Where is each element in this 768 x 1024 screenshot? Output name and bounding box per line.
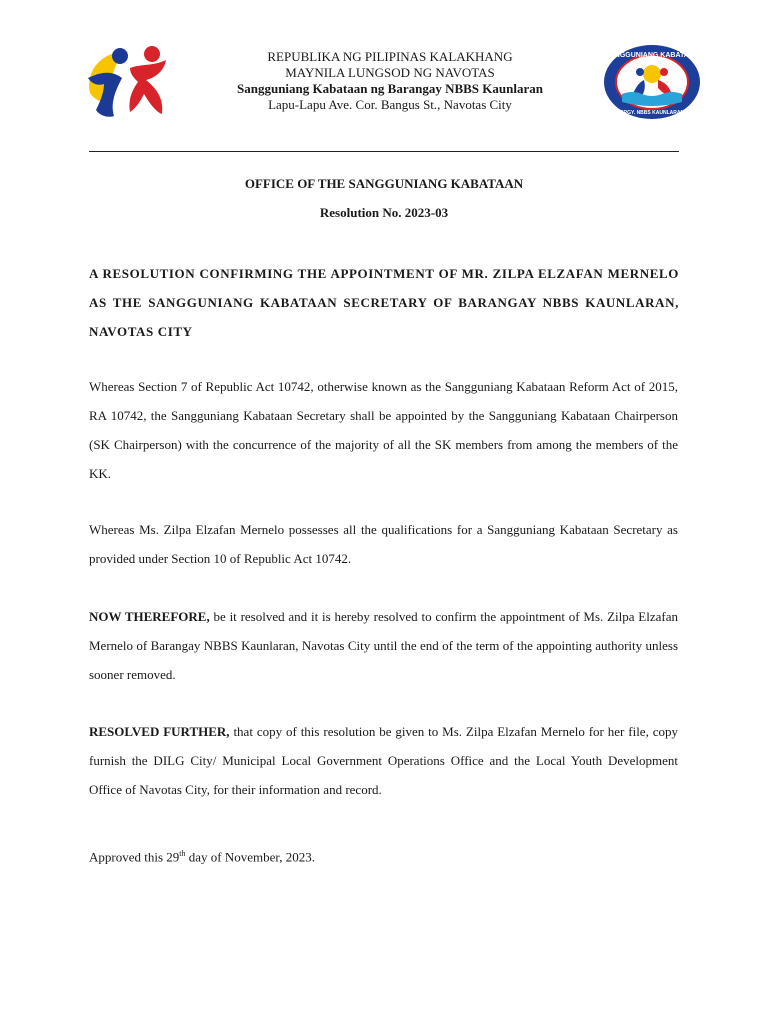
letterhead xyxy=(190,49,590,113)
approved-ordinal: th xyxy=(179,849,186,858)
resolution-number: Resolution No. 2023-03 xyxy=(319,205,449,220)
resolution-title: A RESOLUTION CONFIRMING THE APPOINTMENT OF MR. ZILPA ELZAFAN MERNELO AS THE SANGGUNIANG KABATAAN SECRETARY OF BARANGAY NBBS KAUNLARAN, NAVOTAS CITY xyxy=(89,266,679,339)
approved-prefix: Approved this 29 xyxy=(89,849,180,865)
header-divider xyxy=(89,151,679,152)
office-title: OFFICE OF THE SANGGUNIANG KABATAAN xyxy=(244,176,524,191)
letterhead-line-1: REPUBLIKA NG PILIPINAS KALAKHANG xyxy=(267,49,513,64)
paragraph-resolved-further xyxy=(89,717,678,804)
paragraph-now-therefore xyxy=(89,602,678,689)
now-therefore-lead: NOW THEREFORE, xyxy=(89,609,210,624)
paragraph-whereas-1: Whereas Section 7 of Republic Act 10742, otherwise known as the Sangguniang Kabataan Reform Act of 2015, RA 10742, the Sangguniang Kabataan Secretary shall be appointed by the Sangguniang Kabataan Chairperson (SK Chairperson) with the concurrence of the majority of all the SK members from among the members of the KK. xyxy=(89,379,678,481)
approved-rest: day of November, 2023. xyxy=(185,849,315,865)
letterhead-line-3: Sangguniang Kabataan ng Barangay NBBS Kaunlaran xyxy=(237,81,543,96)
now-therefore-text: be it resolved and it is hereby resolved to confirm the appointment of Ms. Zilpa Elzafan Mernelo of Barangay NBBS Kaunlaran, Navotas City until the end of the term of the appointing authority unless sooner removed. xyxy=(89,609,678,682)
resolved-further-text: that copy of this resolution be given to Ms. Zilpa Elzafan Mernelo for her file, copy furnish the DILG City/ Municipal Local Government Operations Office and the Local Youth Development Office of Navotas City, for their information and record. xyxy=(89,724,678,797)
letterhead-line-2: MAYNILA LUNGSOD NG NAVOTAS xyxy=(285,65,495,80)
seal-top-text: SANGGUNIANG KABATAAN xyxy=(605,52,699,59)
letterhead-line-4: Lapu-Lapu Ave. Cor. Bangus St., Navotas City xyxy=(268,97,512,112)
resolved-further-lead: RESOLVED FURTHER, xyxy=(89,724,230,739)
paragraph-whereas-2: Whereas Ms. Zilpa Elzafan Mernelo possesses all the qualifications for a Sangguniang Kabataan Secretary as provided under Section 10 of Republic Act 10742. xyxy=(89,522,678,566)
seal-bottom-text: BRGY. NBBS KAUNLARAN xyxy=(619,110,685,116)
sk-seal-right xyxy=(602,44,702,120)
sk-logo-left xyxy=(80,38,180,128)
approval-date xyxy=(89,849,315,865)
